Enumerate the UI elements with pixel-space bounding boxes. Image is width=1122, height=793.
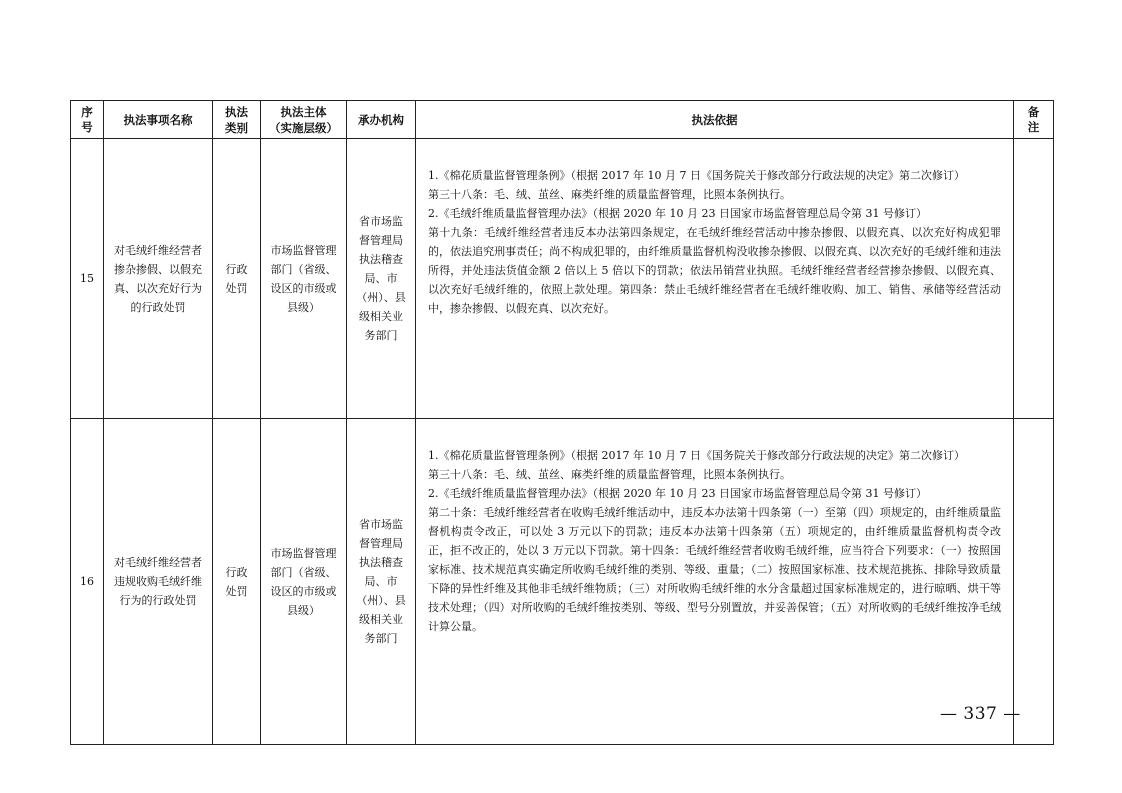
row-category-cell xyxy=(213,419,261,745)
header-subject-line1: 执法主体 xyxy=(280,104,327,119)
row-agency-cell xyxy=(347,419,416,745)
row-category: 行政处罚 xyxy=(225,262,248,295)
header-agency-label: 承办机构 xyxy=(358,112,404,127)
row-basis-cell xyxy=(416,139,1014,419)
header-subject-line2: （实施层级） xyxy=(269,120,338,135)
header-remarks-label: 备注 xyxy=(1027,104,1040,134)
row-subject-cell xyxy=(261,419,347,745)
basis-paragraph: 第三十八条：毛、绒、茧丝、麻类纤维的质量监督管理，比照本条例执行。 xyxy=(428,188,791,201)
header-subject xyxy=(261,101,347,139)
header-seq xyxy=(71,101,104,139)
row-seq: 16 xyxy=(71,419,104,745)
header-basis-label: 执法依据 xyxy=(691,112,738,127)
basis-paragraph: 2.《毛绒纤维质量监督管理办法》（根据 2020 年 10 月 23 日国家市场监督管理总局令第 31 号修订） xyxy=(428,207,927,220)
row-item-name: 对毛绒纤维经营者掺杂掺假、以假充真、以次充好行为的行政处罚 xyxy=(114,243,202,314)
row-subject: 市场监督管理部门（省级、设区的市级或县级） xyxy=(270,546,337,617)
basis-paragraph: 2.《毛绒纤维质量监督管理办法》（根据 2020 年 10 月 23 日国家市场监督管理总局令第 31 号修订） xyxy=(428,487,927,500)
table-row xyxy=(71,139,1054,419)
page-number: — 337 — xyxy=(940,704,1021,724)
enforcement-items-table xyxy=(70,100,1054,745)
header-item-name xyxy=(104,101,213,139)
row-category-cell xyxy=(213,139,261,419)
row-remarks xyxy=(1014,139,1054,419)
row-item-name: 对毛绒纤维经营者违规收购毛绒纤维行为的行政处罚 xyxy=(114,556,202,607)
basis-paragraph: 1.《棉花质量监督管理条例》（根据 2017 年 10 月 7 日《国务院关于修改部分行政法规的决定》第二次修订） xyxy=(428,449,965,462)
row-remarks xyxy=(1014,419,1054,745)
basis-paragraph: 第十九条：毛绒纤维经营者违反本办法第四条规定，在毛绒纤维经营活动中掺杂掺假、以假充真、以次充好构成犯罪的，依法追究刑事责任；尚不构成犯罪的，由纤维质量监督机构没收掺杂掺假、以假充真、以次充好的毛绒纤维和违法所得，并处违法货值金额 2 倍以上 5 倍以下的罚款；依法吊销营业执照。毛绒纤维经营者经营掺杂掺假、以假充真、以次充好毛绒纤维的，依照上款处理。第四条：禁止毛绒纤维经营者在毛绒纤维收购、加工、销售、承储等经营活动中，掺杂掺假、以假充真、以次充好。 xyxy=(428,226,1001,315)
row-basis-cell xyxy=(416,419,1014,745)
header-remarks xyxy=(1014,101,1054,139)
row-agency: 省市场监督管理局执法稽查局、市（州）、县级相关业务部门 xyxy=(356,518,406,645)
basis-paragraph: 第三十八条：毛、绒、茧丝、麻类纤维的质量监督管理，比照本条例执行。 xyxy=(428,468,791,481)
header-agency xyxy=(347,101,416,139)
header-basis xyxy=(416,101,1014,139)
row-subject: 市场监督管理部门（省级、设区的市级或县级） xyxy=(270,243,337,314)
header-row xyxy=(71,101,1054,139)
header-item-name-label: 执法事项名称 xyxy=(123,112,193,127)
basis-paragraph: 1.《棉花质量监督管理条例》（根据 2017 年 10 月 7 日《国务院关于修改部分行政法规的决定》第二次修订） xyxy=(428,169,965,182)
row-agency: 省市场监督管理局执法稽查局、市（州）、县级相关业务部门 xyxy=(356,215,406,342)
table-row xyxy=(71,419,1054,745)
row-item-name-cell xyxy=(104,139,213,419)
row-category: 行政处罚 xyxy=(225,565,248,598)
header-category-label: 执法类别 xyxy=(224,104,248,135)
header-seq-label: 序号 xyxy=(81,104,93,134)
basis-paragraph: 第二十条：毛绒纤维经营者在收购毛绒纤维活动中，违反本办法第十四条第（一）至第（四）项规定的，由纤维质量监督机构责令改正，可以处 3 万元以下的罚款；违反本办法第十四条第（五）项规定的，由纤维质量监督机构责令改正，拒不改正的，处以 3 万元以下罚款。第十四条：毛绒纤维经营者收购毛绒纤维，应当符合下列要求：（一）按照国家标准、技术规范真实确定所收购毛绒纤维的类别、等级、重量；（二）按照国家标准、技术规范挑拣、排除导致质量下降的异性纤维及其他非毛绒纤维物质；（三）对所收购毛绒纤维的水分含量超过国家标准规定的，进行晾晒、烘干等技术处理；（四）对所收购的毛绒纤维按类别、等级、型号分别置放，并妥善保管；（五）对所收购的毛绒纤维按净毛绒计算公量。 xyxy=(428,506,1001,633)
row-subject-cell xyxy=(261,139,347,419)
row-item-name-cell xyxy=(104,419,213,745)
row-seq: 15 xyxy=(71,139,104,419)
header-category xyxy=(213,101,261,139)
row-agency-cell xyxy=(347,139,416,419)
